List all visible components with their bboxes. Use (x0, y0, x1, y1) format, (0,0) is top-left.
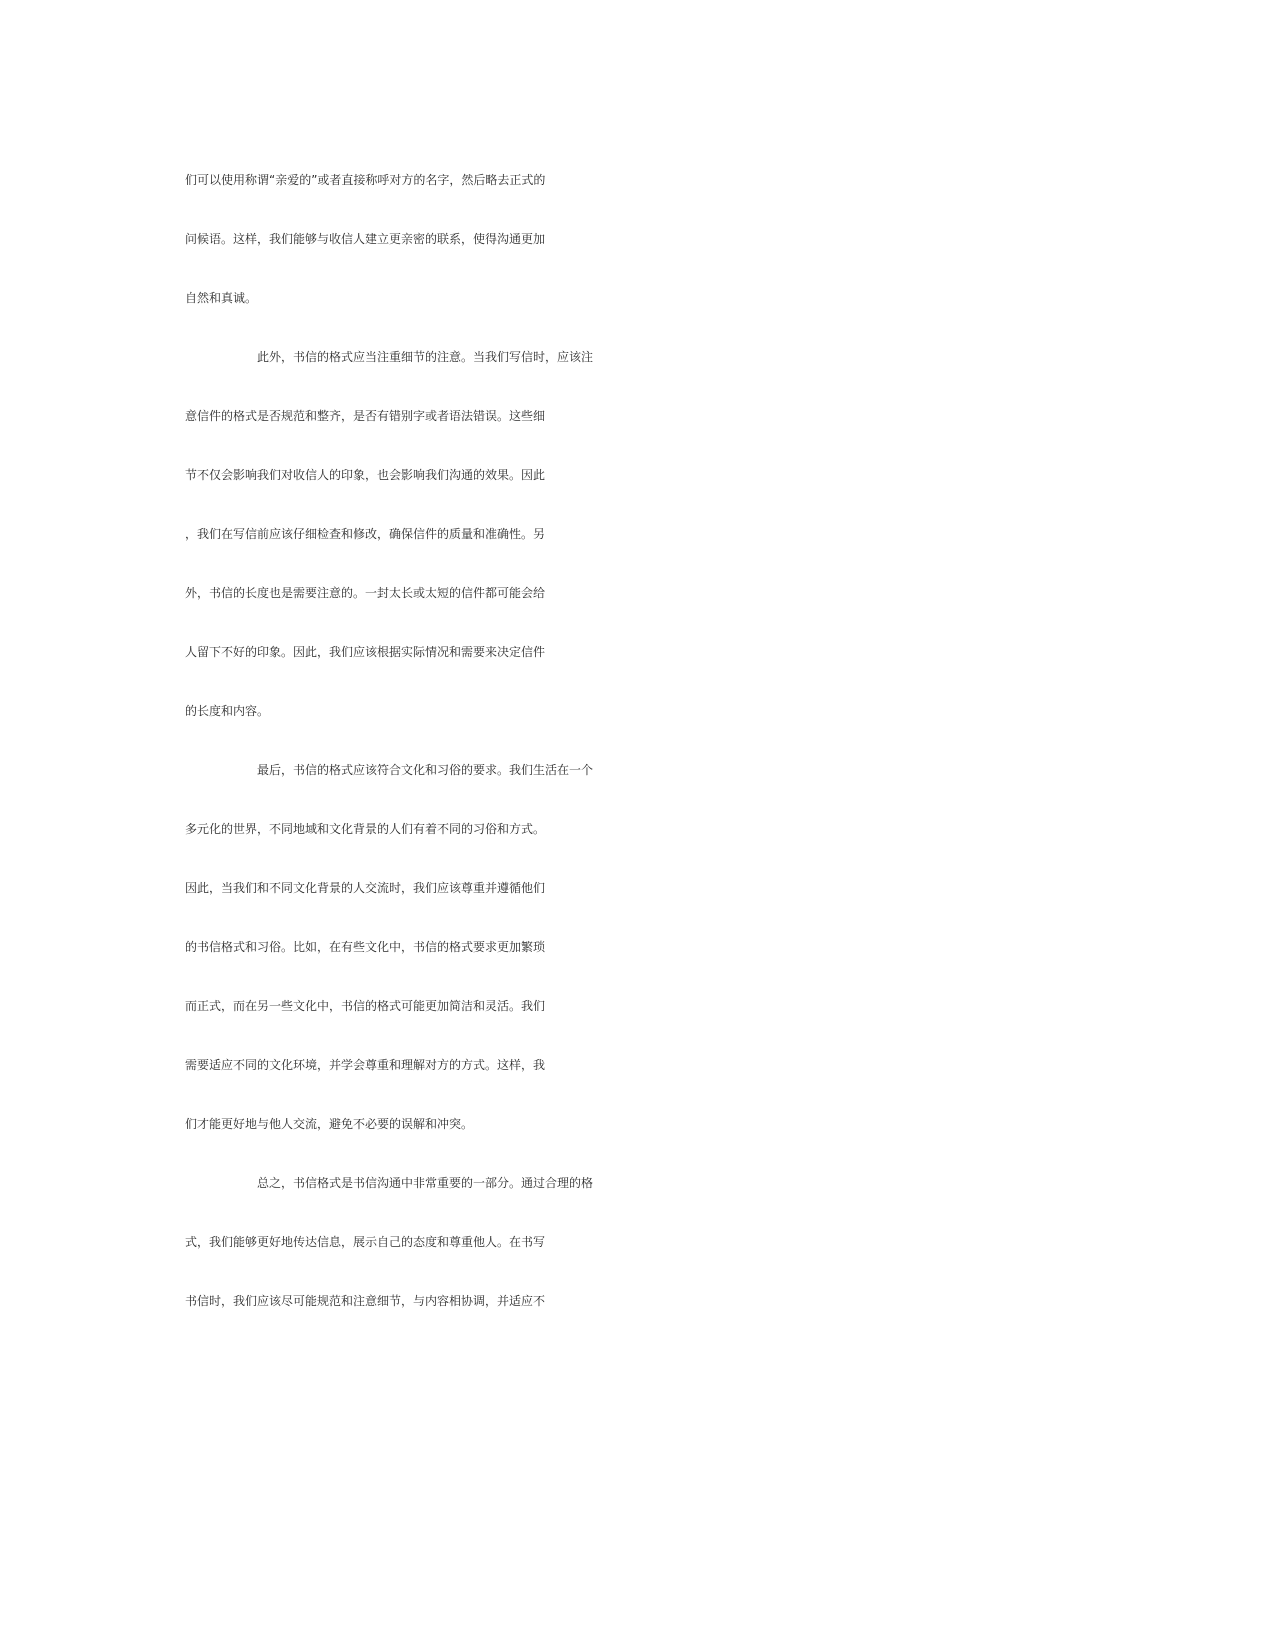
text-line: 因此，当我们和不同文化背景的人交流时，我们应该尊重并遵循他们 (185, 881, 546, 895)
text-line: 问候语。这样，我们能够与收信人建立更亲密的联系，使得沟通更加 (185, 232, 546, 246)
text-line: 人留下不好的印象。因此，我们应该根据实际情况和需要来决定信件 (185, 645, 546, 659)
paragraph-first-line: 总之，书信格式是书信沟通中非常重要的一部分。通过合理的格 (257, 1176, 594, 1190)
text-line: 多元化的世界，不同地域和文化背景的人们有着不同的习俗和方式。 (185, 822, 546, 836)
text-line: ，我们在写信前应该仔细检查和修改，确保信件的质量和准确性。另 (185, 527, 546, 541)
text-line: 们可以使用称谓“亲爱的”或者直接称呼对方的名字，然后略去正式的 (185, 173, 546, 187)
text-line: 书信时，我们应该尽可能规范和注意细节，与内容相协调，并适应不 (185, 1294, 546, 1308)
paragraph-first-line: 最后，书信的格式应该符合文化和习俗的要求。我们生活在一个 (257, 763, 594, 777)
text-line: 自然和真诚。 (185, 291, 258, 305)
paragraph-first-line: 此外，书信的格式应当注重细节的注意。当我们写信时，应该注 (257, 350, 594, 364)
text-line: 需要适应不同的文化环境，并学会尊重和理解对方的方式。这样，我 (185, 1058, 546, 1072)
text-line: 的长度和内容。 (185, 704, 270, 718)
text-line: 意信件的格式是否规范和整齐，是否有错别字或者语法错误。这些细 (185, 409, 546, 423)
text-line: 们才能更好地与他人交流，避免不必要的误解和冲突。 (185, 1117, 474, 1131)
text-line: 外，书信的长度也是需要注意的。一封太长或太短的信件都可能会给 (185, 586, 546, 600)
text-line: 式，我们能够更好地传达信息，展示自己的态度和尊重他人。在书写 (185, 1235, 546, 1249)
text-line: 节不仅会影响我们对收信人的印象，也会影响我们沟通的效果。因此 (185, 468, 546, 482)
text-line: 而正式，而在另一些文化中，书信的格式可能更加简洁和灵活。我们 (185, 999, 546, 1013)
text-line: 的书信格式和习俗。比如，在有些文化中，书信的格式要求更加繁琐 (185, 940, 546, 954)
